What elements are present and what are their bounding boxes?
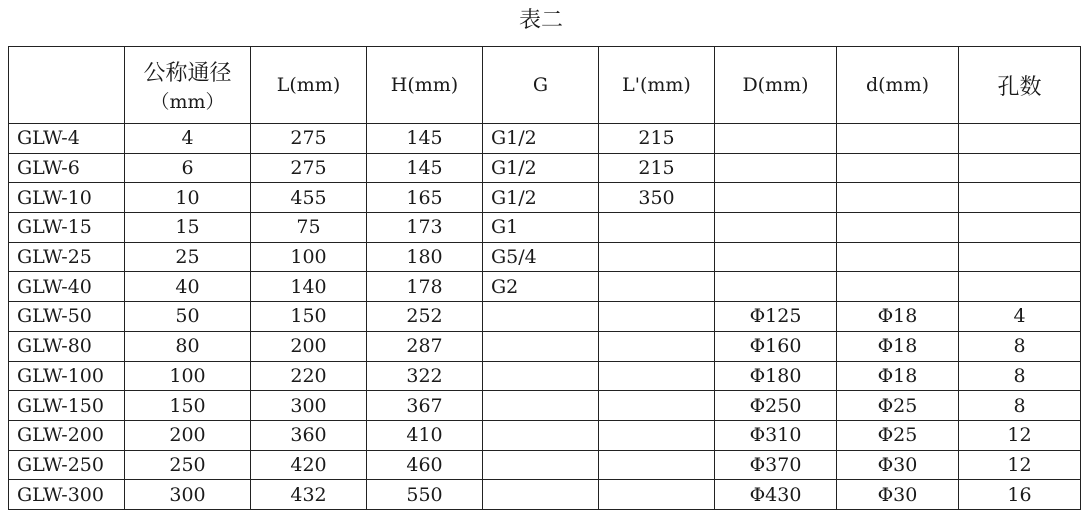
cell-model: GLW-15 xyxy=(9,213,125,243)
cell-l: 275 xyxy=(251,153,367,183)
cell-model: GLW-100 xyxy=(9,361,125,391)
cell-d-lower: Φ18 xyxy=(837,302,959,332)
table-row xyxy=(9,331,1081,361)
cell-l: 200 xyxy=(251,331,367,361)
cell-h: 322 xyxy=(367,361,483,391)
table-row xyxy=(9,242,1081,272)
cell-d-upper xyxy=(715,272,837,302)
cell-nominal-diameter: 80 xyxy=(125,331,251,361)
cell-l: 455 xyxy=(251,183,367,213)
cell-d-lower: Φ18 xyxy=(837,331,959,361)
cell-d-lower: Φ25 xyxy=(837,391,959,421)
cell-d-upper xyxy=(715,213,837,243)
cell-model: GLW-10 xyxy=(9,183,125,213)
cell-hole-count: 16 xyxy=(959,480,1081,510)
cell-l: 140 xyxy=(251,272,367,302)
cell-d-lower xyxy=(837,183,959,213)
cell-l: 75 xyxy=(251,213,367,243)
cell-hole-count: 8 xyxy=(959,331,1081,361)
header-h: H(mm) xyxy=(367,47,483,124)
table-row xyxy=(9,302,1081,332)
cell-l: 220 xyxy=(251,361,367,391)
cell-d-upper: Φ180 xyxy=(715,361,837,391)
header-g: G xyxy=(483,47,599,124)
cell-d-upper: Φ430 xyxy=(715,480,837,510)
cell-model: GLW-80 xyxy=(9,331,125,361)
header-row xyxy=(9,47,1081,124)
cell-g: G1/2 xyxy=(483,183,599,213)
table-row xyxy=(9,213,1081,243)
cell-hole-count: 12 xyxy=(959,450,1081,480)
header-model xyxy=(9,47,125,124)
cell-model: GLW-250 xyxy=(9,450,125,480)
cell-h: 287 xyxy=(367,331,483,361)
header-d-lower: d(mm) xyxy=(837,47,959,124)
cell-nominal-diameter: 25 xyxy=(125,242,251,272)
cell-h: 550 xyxy=(367,480,483,510)
cell-d-upper: Φ250 xyxy=(715,391,837,421)
table-row xyxy=(9,420,1081,450)
cell-l: 300 xyxy=(251,391,367,421)
cell-nominal-diameter: 6 xyxy=(125,153,251,183)
cell-h: 173 xyxy=(367,213,483,243)
table-row xyxy=(9,153,1081,183)
spec-table xyxy=(8,46,1081,510)
cell-nominal-diameter: 15 xyxy=(125,213,251,243)
cell-d-lower: Φ25 xyxy=(837,420,959,450)
cell-hole-count xyxy=(959,242,1081,272)
cell-g: G1 xyxy=(483,213,599,243)
cell-h: 180 xyxy=(367,242,483,272)
cell-l: 275 xyxy=(251,124,367,154)
cell-g: G1/2 xyxy=(483,153,599,183)
cell-g xyxy=(483,391,599,421)
cell-h: 367 xyxy=(367,391,483,421)
cell-d-upper: Φ160 xyxy=(715,331,837,361)
table-body xyxy=(9,124,1081,510)
table-row xyxy=(9,124,1081,154)
cell-d-lower xyxy=(837,272,959,302)
cell-g xyxy=(483,480,599,510)
cell-nominal-diameter: 150 xyxy=(125,391,251,421)
cell-g xyxy=(483,450,599,480)
header-nominal-diameter xyxy=(125,47,251,124)
cell-d-lower: Φ30 xyxy=(837,480,959,510)
cell-l-prime xyxy=(599,361,715,391)
cell-model: GLW-40 xyxy=(9,272,125,302)
cell-nominal-diameter: 50 xyxy=(125,302,251,332)
cell-nominal-diameter: 4 xyxy=(125,124,251,154)
header-l: L(mm) xyxy=(251,47,367,124)
header-nominal-diameter-label: 公称通径 xyxy=(143,61,232,86)
cell-g xyxy=(483,331,599,361)
cell-d-upper: Φ310 xyxy=(715,420,837,450)
cell-nominal-diameter: 40 xyxy=(125,272,251,302)
cell-g: G2 xyxy=(483,272,599,302)
cell-d-lower xyxy=(837,242,959,272)
cell-d-upper xyxy=(715,183,837,213)
cell-nominal-diameter: 10 xyxy=(125,183,251,213)
table-row xyxy=(9,361,1081,391)
cell-h: 178 xyxy=(367,272,483,302)
cell-h: 460 xyxy=(367,450,483,480)
cell-d-lower xyxy=(837,213,959,243)
header-d-upper: D(mm) xyxy=(715,47,837,124)
cell-l-prime xyxy=(599,302,715,332)
cell-l-prime xyxy=(599,391,715,421)
cell-hole-count xyxy=(959,183,1081,213)
table-row xyxy=(9,391,1081,421)
cell-h: 410 xyxy=(367,420,483,450)
cell-model: GLW-6 xyxy=(9,153,125,183)
cell-d-upper xyxy=(715,153,837,183)
cell-nominal-diameter: 200 xyxy=(125,420,251,450)
cell-hole-count: 8 xyxy=(959,361,1081,391)
cell-g: G1/2 xyxy=(483,124,599,154)
cell-hole-count xyxy=(959,124,1081,154)
cell-d-upper: Φ370 xyxy=(715,450,837,480)
cell-l: 150 xyxy=(251,302,367,332)
header-hole-count: 孔数 xyxy=(959,47,1081,124)
cell-model: GLW-300 xyxy=(9,480,125,510)
cell-hole-count xyxy=(959,272,1081,302)
cell-l-prime xyxy=(599,420,715,450)
cell-hole-count: 8 xyxy=(959,391,1081,421)
cell-nominal-diameter: 250 xyxy=(125,450,251,480)
cell-d-lower xyxy=(837,124,959,154)
cell-g xyxy=(483,361,599,391)
table-caption: 表二 xyxy=(518,8,563,33)
cell-l-prime xyxy=(599,242,715,272)
table-row xyxy=(9,183,1081,213)
cell-l: 420 xyxy=(251,450,367,480)
cell-model: GLW-25 xyxy=(9,242,125,272)
cell-hole-count xyxy=(959,213,1081,243)
cell-h: 145 xyxy=(367,153,483,183)
cell-l-prime xyxy=(599,480,715,510)
cell-g xyxy=(483,420,599,450)
cell-model: GLW-150 xyxy=(9,391,125,421)
cell-l-prime xyxy=(599,213,715,243)
cell-h: 145 xyxy=(367,124,483,154)
cell-l-prime xyxy=(599,272,715,302)
cell-l-prime xyxy=(599,331,715,361)
cell-d-upper xyxy=(715,242,837,272)
cell-h: 252 xyxy=(367,302,483,332)
table-row xyxy=(9,272,1081,302)
cell-l: 432 xyxy=(251,480,367,510)
cell-l-prime: 215 xyxy=(599,153,715,183)
cell-model: GLW-50 xyxy=(9,302,125,332)
cell-d-lower: Φ30 xyxy=(837,450,959,480)
cell-d-lower: Φ18 xyxy=(837,361,959,391)
header-l-prime: L'(mm) xyxy=(599,47,715,124)
cell-g: G5/4 xyxy=(483,242,599,272)
cell-l-prime: 350 xyxy=(599,183,715,213)
table-row xyxy=(9,480,1081,510)
cell-nominal-diameter: 100 xyxy=(125,361,251,391)
cell-h: 165 xyxy=(367,183,483,213)
cell-l-prime: 215 xyxy=(599,124,715,154)
cell-nominal-diameter: 300 xyxy=(125,480,251,510)
header-nominal-diameter-unit: （mm） xyxy=(150,91,225,113)
cell-d-lower xyxy=(837,153,959,183)
cell-l-prime xyxy=(599,450,715,480)
table-row xyxy=(9,450,1081,480)
cell-g xyxy=(483,302,599,332)
cell-model: GLW-4 xyxy=(9,124,125,154)
cell-hole-count: 12 xyxy=(959,420,1081,450)
cell-l: 360 xyxy=(251,420,367,450)
cell-hole-count xyxy=(959,153,1081,183)
cell-model: GLW-200 xyxy=(9,420,125,450)
cell-d-upper xyxy=(715,124,837,154)
cell-l: 100 xyxy=(251,242,367,272)
cell-hole-count: 4 xyxy=(959,302,1081,332)
cell-d-upper: Φ125 xyxy=(715,302,837,332)
